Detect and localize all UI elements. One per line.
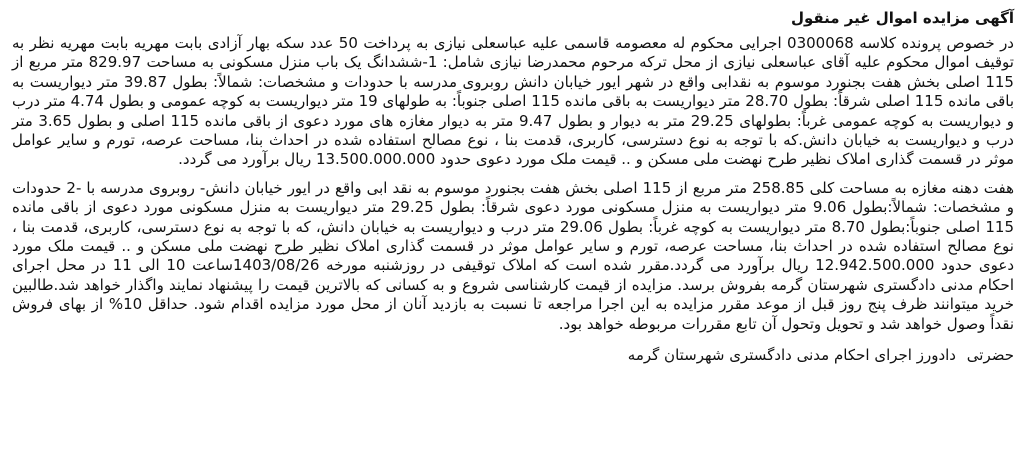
signature-greeting: حضرتی — [966, 346, 1014, 365]
notice-paragraph-house: در خصوص پرونده کلاسه 0300068 اجرایی محکوم له معصومه قاسمی علیه عباسعلی نیازی به پرداخت 50 عدد سکه بهار آزادی بابت مهریه بابت مهریه نظر به توقیف اموال محکوم علیه آقای عباسعلی نیازی از محل ترکه مرحوم محمدرضا نیازی شامل: 1-ششدانگ یک باب منزل مسکونی به مساحت 829.97 متر مربع از 115 اصلی بخش هفت بجنورد موسوم به نقدابی واقع در شهر ایور خیابان دانش روبروی مدرسه با حدودات و مشخصات: شمالاً: بطول 39.87 متر دیواریست به باقی مانده 115 اصلی شرقاً: بطول 28.70 متر دیواریست به باقی مانده 115 اصلی جنوباً: به طولهای 19 متر دیواریست به کوچه عمومی و بطول 4.74 متر درب و دیواریست به کوچه عمومی غرباً: بطولهای 29.25 متر به دیوار و بطول 9.47 متر به دیوار مغازه های مورد دعوی از باقی مانده 115 اصلی و بطول 3.65 متر درب و دیواریست به خیابان دانش.که با توجه به نوع دسترسی، کاربری، قدمت بنا ، نوع مصالح استفاده شده در احداث بنا، مساحت عرصه، تورم و سایر عوامل موثر در قسمت گذاری املاک نظیر طرح نهضت ملی مسکن و .. قیمت ملک مورد دعوی حدود 13.500.000.000 ریال برآورد می گردد. — [12, 34, 1015, 169]
notice-signature — [12, 344, 1016, 366]
notice-paragraph-shops: هفت دهنه مغازه به مساحت کلی 258.85 متر مربع از 115 اصلی بخش هفت بجنورد موسوم به نقد ابی واقع در ایور خیابان دانش- روبروی مدرسه با -2 حدودات و مشخصات: شمالاً:بطول 9.06 متر دیواریست به منزل مسکونی مورد دعوی شرقاً: بطول 29.25 متر دیواریست به منزل مسکونی مورد دعوی از باقی مانده 115 اصلی جنوباً:بطول 8.70 متر دیواریست به کوچه غرباً: بطول 29.06 متر درب و دیواریست به خیابان دانش، که با توجه به نوع دسترسی، کاربری، قدمت بنا ، نوع مصالح استفاده شده در احداث بنا، مساحت عرصه، تورم و سایر عوامل موثر در قسمت گذاری املاک نظیر طرح نهضت ملی مسکن و .. قیمت ملک مورد دعوی حدود 12.942.500.000 ریال برآورد می گردد.مقرر شده است که املاک توقیفی در روزشنبه مورخه 1403/08/26ساعت 10 الی 11 در محل اجرای احکام مدنی دادگستری شهرستان گرمه بفروش برسد. مزایده از قیمت کارشناسی شروع و به کسانی که بالاترین قیمت را پیشنهاد نمایند واگذار خواهد شد.طالبین خرید میتوانند ظرف پنج روز قبل از موعد مقرر مزایده به این اجرا مراجعه تا نسبت به بازدید آنان از محل مورد مزایده اقدام شود. حداقل 10% از بهای فروش نقداً وصول خواهد شد و تحویل وتحول آن تابع مقررات مربوطه خواهد بود. — [12, 178, 1015, 333]
signature-office: دادورز اجرای احکام مدنی دادگستری شهرستان گرمه — [627, 346, 956, 365]
auction-notice — [12, 6, 1016, 366]
notice-title: آگهی مزایده اموال غیر منقول — [790, 9, 1014, 27]
